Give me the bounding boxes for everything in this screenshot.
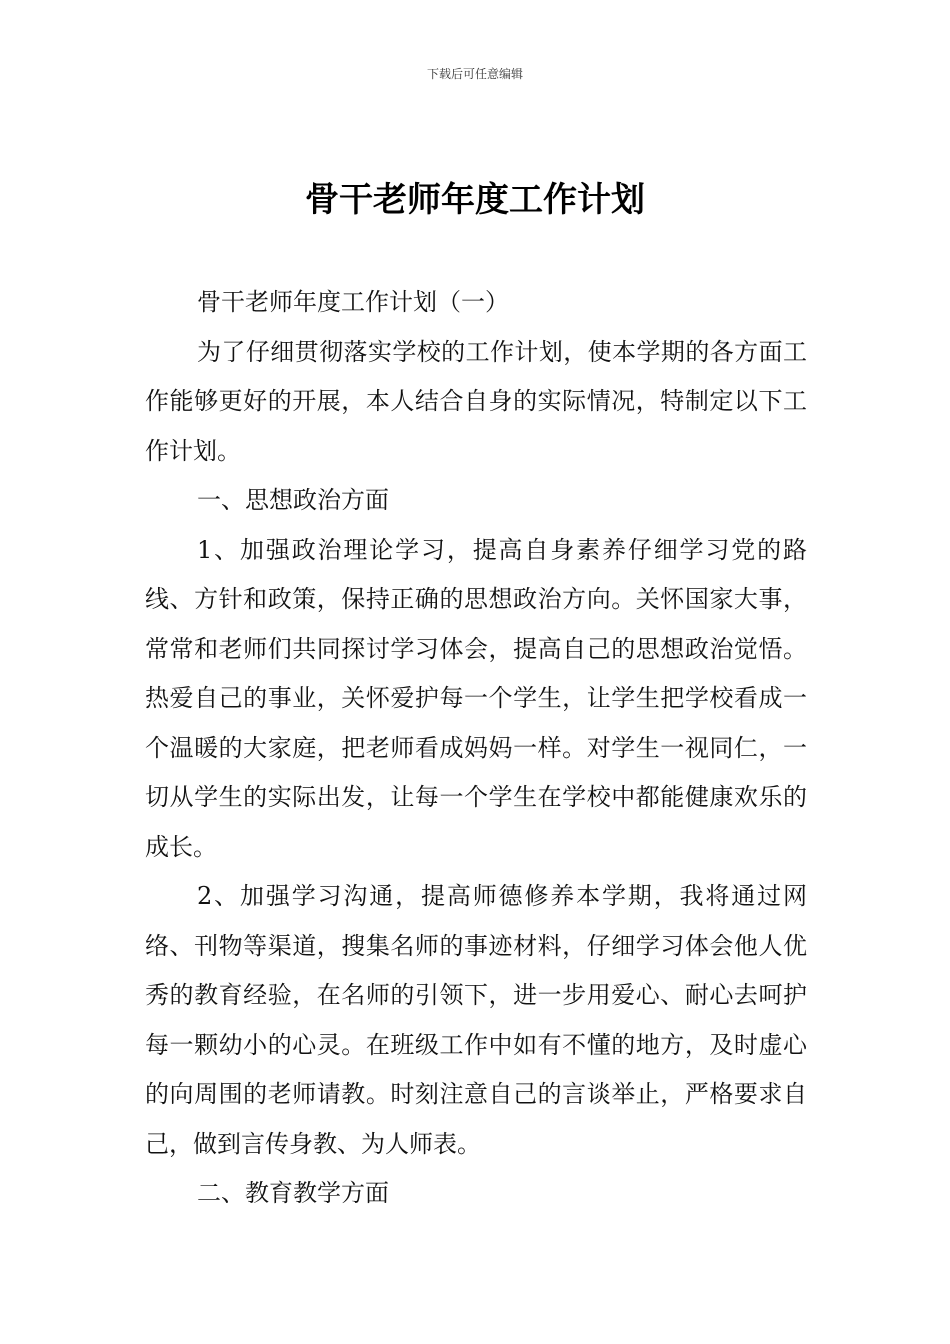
paragraph-item-1: 1、加强政治理论学习，提高自身素养仔细学习党的路线、方针和政策，保持正确的思想政治方向。关怀国家大事，常常和老师们共同探讨学习体会，提高自己的思想政治觉悟。热爱自己的事业，关怀爱护每一个学生，让学生把学校看成一个温暖的大家庭，把老师看成妈妈一样。对学生一视同仁，一切从学生的实际出发，让每一个学生在学校中都能健康欢乐的成长。 xyxy=(145,535,807,861)
paragraph-item-2: 2、加强学习沟通，提高师德修养本学期，我将通过网络、刊物等渠道，搜集名师的事迹材料，仔细学习体会他人优秀的教育经验，在名师的引领下，进一步用爱心、耐心去呵护每一颗幼小的心灵。在班级工作中如有不懂的地方，及时虚心的向周围的老师请教。时刻注意自己的言谈举止，严格要求自己，做到言传身教、为人师表。 xyxy=(145,882,807,1158)
document-title: 骨干老师年度工作计划 xyxy=(305,180,645,220)
section-heading-teaching: 二、教育教学方面 xyxy=(197,1179,389,1207)
section-heading-ideology: 一、思想政治方面 xyxy=(197,486,389,514)
page-header-note: 下载后可任意编辑 xyxy=(426,67,523,81)
document-body xyxy=(145,278,807,1219)
intro-paragraph: 为了仔细贯彻落实学校的工作计划，使本学期的各方面工作能够更好的开展，本人结合自身的实际情况，特制定以下工作计划。 xyxy=(145,337,807,465)
document-subtitle: 骨干老师年度工作计划（一） xyxy=(197,288,509,316)
